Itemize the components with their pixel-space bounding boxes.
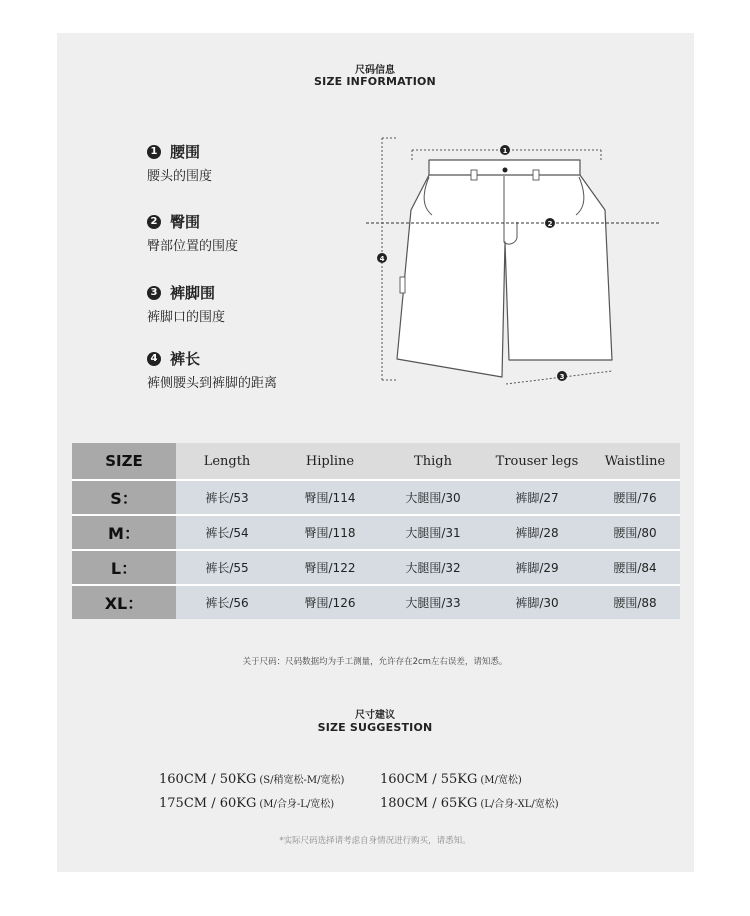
- table-cell: 大腿围/33: [382, 585, 484, 619]
- svg-text:1: 1: [502, 147, 508, 155]
- svg-text:2: 2: [547, 220, 553, 228]
- table-cell: 裤长/55: [176, 550, 278, 585]
- size-label: M：: [72, 515, 176, 550]
- column-header: Length: [176, 443, 278, 480]
- measurement-waist: [147, 141, 212, 184]
- column-header: Waistline: [590, 443, 680, 480]
- table-cell: 裤长/54: [176, 515, 278, 550]
- number-1-icon: 1: [147, 145, 161, 159]
- column-header: Hipline: [278, 443, 382, 480]
- marker-2-icon: [545, 218, 555, 228]
- measurement-length: [147, 348, 277, 391]
- marker-1-icon: [500, 145, 510, 155]
- measurement-desc: 臀部位置的围度: [147, 239, 239, 254]
- footer-note: *实际尺码选择请考虑自身情况进行购买，请悉知。: [279, 836, 471, 846]
- size-suggestion-title-cn: 尺寸建议: [355, 710, 395, 721]
- table-cell: 大腿围/30: [382, 480, 484, 515]
- shorts-diagram: [360, 132, 670, 392]
- size-label: L：: [72, 550, 176, 585]
- table-cell: 腰围/76: [590, 480, 680, 515]
- column-header: Thigh: [382, 443, 484, 480]
- svg-text:4: 4: [379, 255, 385, 263]
- belt-loop: [471, 170, 477, 180]
- size-table: [72, 443, 680, 619]
- table-row: [72, 515, 680, 550]
- table-cell: 臀围/118: [278, 515, 382, 550]
- table-cell: 裤脚/28: [484, 515, 590, 550]
- measurement-desc: 裤脚口的围度: [147, 310, 226, 325]
- size-label: S：: [72, 480, 176, 515]
- column-header: Trouser legs: [484, 443, 590, 480]
- measurement-title: 腰围: [170, 143, 201, 161]
- table-cell: 裤脚/29: [484, 550, 590, 585]
- table-cell: 腰围/88: [590, 585, 680, 619]
- height-weight: 160CM / 55KG: [380, 772, 478, 787]
- waist-point: [503, 168, 508, 173]
- fit-note: (M/合身-L/宽松): [259, 799, 335, 810]
- fit-note: (M/宽松): [480, 775, 522, 786]
- table-cell: 臀围/114: [278, 480, 382, 515]
- table-cell: 裤长/56: [176, 585, 278, 619]
- number-4-icon: 4: [147, 352, 161, 366]
- suggestion-item: [159, 792, 334, 811]
- height-weight: 160CM / 50KG: [159, 772, 257, 787]
- measurement-title: 臀围: [170, 213, 201, 231]
- height-weight: 180CM / 65KG: [380, 796, 478, 811]
- measurement-hip: [147, 211, 238, 254]
- measurement-title: 裤脚围: [170, 284, 216, 302]
- measurement-leg-opening: [147, 282, 225, 325]
- number-3-icon: 3: [147, 286, 161, 300]
- suggestion-item: [380, 768, 522, 787]
- table-row: [72, 585, 680, 619]
- table-header-row: [72, 443, 680, 480]
- table-cell: 腰围/84: [590, 550, 680, 585]
- svg-text:3: 3: [559, 373, 565, 381]
- measurement-desc: 裤侧腰头到裤脚的距离: [147, 376, 278, 391]
- measurement-desc: 腰头的围度: [147, 169, 213, 184]
- table-cell: 裤脚/30: [484, 585, 590, 619]
- table-row: [72, 550, 680, 585]
- measurement-note: 关于尺码：尺码数据均为手工测量，允许存在2cm左右误差，请知悉。: [242, 657, 508, 667]
- table-cell: 大腿围/32: [382, 550, 484, 585]
- table-cell: 大腿围/31: [382, 515, 484, 550]
- marker-4-icon: [377, 253, 387, 263]
- size-info-title-en: SIZE INFORMATION: [314, 75, 436, 88]
- size-label: XL：: [72, 585, 176, 619]
- marker-3-icon: [557, 371, 567, 381]
- table-row: [72, 480, 680, 515]
- column-header: SIZE: [72, 443, 176, 480]
- number-2-icon: 2: [147, 215, 161, 229]
- measurement-title: 裤长: [170, 350, 201, 368]
- table-cell: 裤脚/27: [484, 480, 590, 515]
- table-cell: 裤长/53: [176, 480, 278, 515]
- table-cell: 腰围/80: [590, 515, 680, 550]
- side-tab: [400, 277, 405, 293]
- fit-note: (L/合身-XL/宽松): [480, 799, 559, 810]
- table-cell: 臀围/122: [278, 550, 382, 585]
- height-weight: 175CM / 60KG: [159, 796, 257, 811]
- belt-loop: [533, 170, 539, 180]
- table-cell: 臀围/126: [278, 585, 382, 619]
- suggestion-item: [159, 768, 344, 787]
- suggestion-item: [380, 792, 559, 811]
- size-info-title-cn: 尺码信息: [355, 65, 395, 76]
- size-suggestion-title-en: SIZE SUGGESTION: [317, 721, 433, 734]
- fit-note: (S/稍宽松-M/宽松): [259, 775, 345, 786]
